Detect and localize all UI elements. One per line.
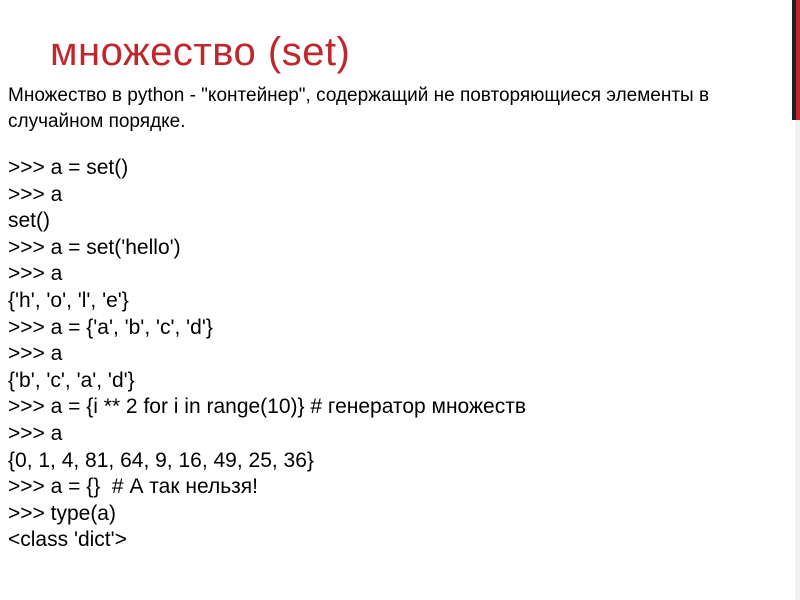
slide-intro-text: Множество в python - "контейнер", содержащий не повторяющиеся элементы в случайном порядке. bbox=[8, 85, 710, 132]
code-line: >>> type(a) bbox=[8, 501, 116, 525]
slide-accent-bar bbox=[786, 0, 800, 600]
code-line: >>> a bbox=[8, 421, 63, 445]
code-line: {'h', 'o', 'l', 'e'} bbox=[8, 288, 129, 312]
code-line: >>> a bbox=[8, 342, 63, 366]
code-line: >>> a = {'a', 'b', 'c', 'd'} bbox=[8, 315, 213, 339]
code-line: >>> a = set('hello') bbox=[8, 235, 181, 259]
code-line: >>> a bbox=[8, 182, 63, 206]
code-line: >>> a = {} # А так нельзя! bbox=[8, 475, 258, 499]
code-line: {0, 1, 4, 81, 64, 9, 16, 49, 25, 36} bbox=[8, 448, 314, 472]
accent-bar-red bbox=[796, 0, 800, 120]
code-line: >>> a = set() bbox=[8, 156, 129, 179]
code-example bbox=[8, 155, 768, 554]
code-line: set() bbox=[8, 209, 50, 233]
code-line: >>> a bbox=[8, 262, 63, 286]
code-line: {'b', 'c', 'a', 'd'} bbox=[8, 368, 135, 392]
accent-bar-light bbox=[795, 120, 800, 600]
code-line: <class 'dict'> bbox=[8, 528, 127, 552]
code-line: >>> a = {i ** 2 for i in range(10)} # генератор множеств bbox=[8, 395, 526, 419]
slide-title: множество (set) bbox=[50, 30, 351, 74]
